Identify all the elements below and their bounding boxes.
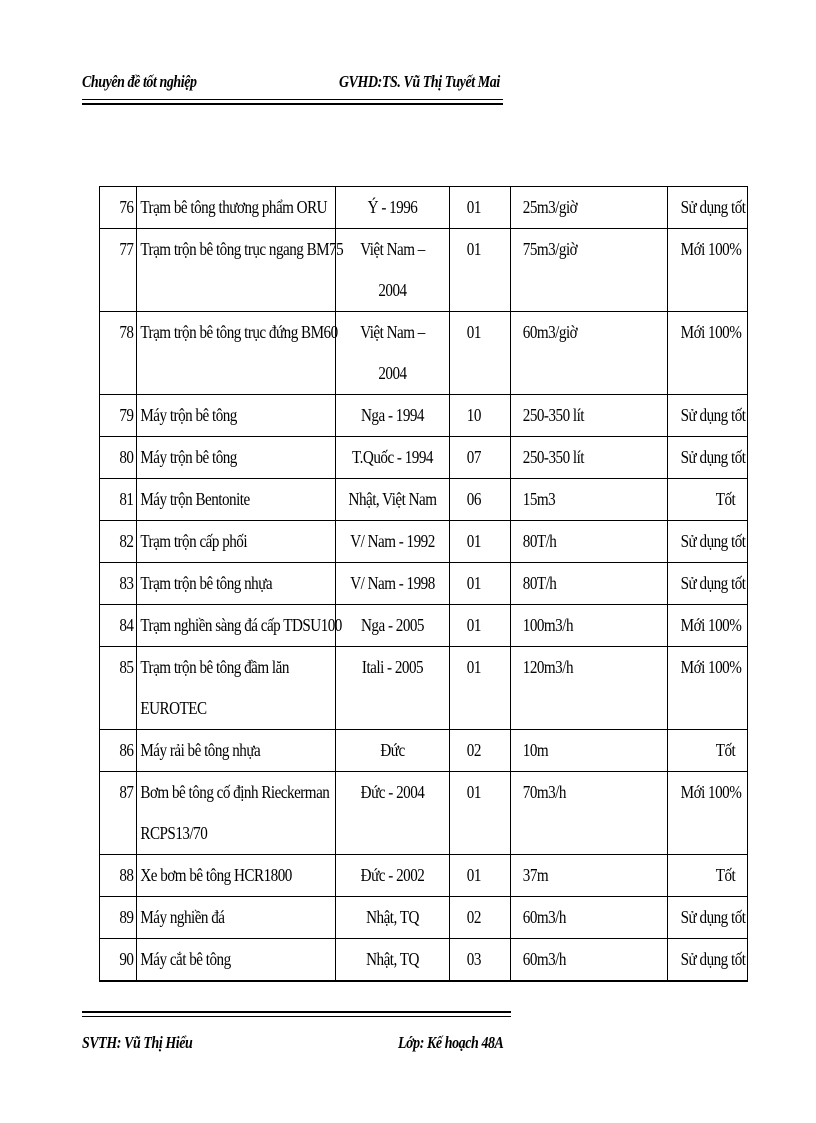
cell-status [668, 229, 748, 312]
cell-quantity-text: 02 [466, 740, 481, 760]
cell-equipment-name-text: Bơm bê tông cố định Rieckerman [140, 782, 330, 802]
cell-equipment-name-text: Xe bơm bê tông HCR1800 [140, 865, 292, 885]
cell-equipment-name-text: Trạm trộn bê tông nhựa [140, 573, 273, 593]
cell-quantity-text: 07 [466, 447, 481, 467]
cell-origin-text: Ý - 1996 [367, 197, 418, 217]
cell-capacity [511, 395, 668, 437]
cell-capacity-text: 250-350 lít [522, 405, 585, 425]
cell-origin-text: Đức - 2004 [360, 782, 425, 802]
cell-capacity [511, 479, 668, 521]
cell-equipment-name-text: Trạm trộn bê tông trục đứng BM60 [140, 322, 338, 342]
cell-quantity-text: 10 [466, 405, 481, 425]
equipment-table-body [100, 187, 748, 982]
cell-capacity-text: 60m3/giờ [522, 322, 578, 342]
cell-status-text: Tốt [715, 489, 736, 509]
cell-equipment-name [137, 730, 336, 772]
cell-status-text: Sử dụng tốt [680, 197, 746, 217]
cell-no-text: 84 [119, 615, 134, 635]
cell-quantity [450, 772, 511, 855]
table-row [100, 897, 748, 939]
cell-quantity [450, 521, 511, 563]
cell-status [668, 855, 748, 897]
cell-equipment-name-text: Trạm bê tông thương phẩm ORU [140, 197, 328, 217]
cell-status [668, 187, 748, 229]
table-row [100, 939, 748, 982]
cell-capacity-text: 80T/h [522, 531, 557, 551]
cell-no-text: 81 [119, 489, 134, 509]
cell-status [668, 437, 748, 479]
cell-quantity [450, 897, 511, 939]
cell-status-text: Sử dụng tốt [680, 949, 746, 969]
cell-equipment-name-text: Máy rải bê tông nhựa [140, 740, 261, 760]
cell-equipment-name [137, 312, 336, 395]
cell-status-text: Tốt [715, 740, 736, 760]
equipment-table [99, 186, 748, 982]
footer-student: SVTH: Vũ Thị Hiểu [82, 1033, 193, 1052]
cell-capacity-text: 100m3/h [522, 615, 574, 635]
cell-quantity-text: 01 [466, 239, 481, 259]
cell-status [668, 647, 748, 730]
cell-origin-text: Việt Nam – [360, 322, 425, 342]
cell-origin-text: 2004 [378, 363, 407, 383]
cell-equipment-name [137, 395, 336, 437]
cell-quantity-text: 01 [466, 322, 481, 342]
cell-no [100, 395, 137, 437]
cell-equipment-name-text: EUROTEC [140, 698, 207, 718]
cell-origin-text: V/ Nam - 1992 [350, 531, 435, 551]
cell-origin [336, 437, 450, 479]
cell-equipment-name-text: Máy cắt bê tông [140, 949, 231, 969]
cell-quantity [450, 437, 511, 479]
cell-capacity-text: 70m3/h [522, 782, 566, 802]
cell-quantity-text: 02 [466, 907, 481, 927]
cell-no [100, 897, 137, 939]
cell-no [100, 605, 137, 647]
cell-no [100, 730, 137, 772]
cell-origin-text: Nga - 2005 [361, 615, 424, 635]
cell-status-text: Mới 100% [680, 239, 742, 259]
cell-capacity-text: 250-350 lít [522, 447, 585, 467]
table-row [100, 730, 748, 772]
cell-status [668, 772, 748, 855]
cell-no-text: 87 [119, 782, 134, 802]
cell-quantity [450, 479, 511, 521]
cell-equipment-name-text: RCPS13/70 [140, 823, 208, 843]
cell-capacity-text: 60m3/h [522, 907, 566, 927]
cell-capacity-text: 15m3 [522, 489, 556, 509]
cell-no [100, 187, 137, 229]
cell-origin [336, 647, 450, 730]
cell-equipment-name [137, 437, 336, 479]
cell-quantity-text: 01 [466, 657, 481, 677]
table-row [100, 395, 748, 437]
cell-equipment-name [137, 939, 336, 982]
table-row [100, 312, 748, 395]
cell-no-text: 89 [119, 907, 134, 927]
table-row [100, 437, 748, 479]
cell-origin [336, 312, 450, 395]
cell-equipment-name-text: Trạm trộn cấp phối [140, 531, 248, 551]
cell-no [100, 521, 137, 563]
cell-origin [336, 730, 450, 772]
cell-quantity [450, 939, 511, 982]
cell-status [668, 730, 748, 772]
cell-origin-text: Đức [380, 740, 405, 760]
cell-no-text: 78 [119, 322, 134, 342]
cell-quantity [450, 187, 511, 229]
cell-no-text: 86 [119, 740, 134, 760]
cell-origin-text: T.Quốc - 1994 [352, 447, 433, 467]
cell-quantity-text: 01 [466, 197, 481, 217]
cell-capacity [511, 647, 668, 730]
table-row [100, 479, 748, 521]
cell-no-text: 80 [119, 447, 134, 467]
cell-capacity-text: 37m [522, 865, 549, 885]
table-row [100, 229, 748, 312]
cell-capacity-text: 120m3/h [522, 657, 574, 677]
cell-no [100, 312, 137, 395]
cell-capacity-text: 10m [522, 740, 549, 760]
cell-capacity [511, 437, 668, 479]
cell-equipment-name-text: Máy nghiền đá [140, 907, 225, 927]
cell-no-text: 79 [119, 405, 134, 425]
cell-status [668, 605, 748, 647]
table-row [100, 521, 748, 563]
cell-origin [336, 605, 450, 647]
cell-capacity [511, 939, 668, 982]
cell-capacity [511, 605, 668, 647]
cell-status [668, 395, 748, 437]
cell-origin-text: Nhật, TQ [366, 907, 419, 927]
cell-origin-text: Nhật, Việt Nam [348, 489, 437, 509]
cell-quantity [450, 730, 511, 772]
cell-no [100, 772, 137, 855]
cell-origin [336, 939, 450, 982]
cell-quantity-text: 01 [466, 865, 481, 885]
cell-capacity [511, 897, 668, 939]
cell-status [668, 312, 748, 395]
cell-equipment-name [137, 479, 336, 521]
cell-quantity [450, 312, 511, 395]
cell-origin-text: Itali - 2005 [361, 657, 424, 677]
cell-quantity [450, 605, 511, 647]
cell-status-text: Sử dụng tốt [680, 447, 746, 467]
cell-origin-text: Đức - 2002 [360, 865, 425, 885]
cell-status-text: Tốt [715, 865, 736, 885]
cell-no-text: 88 [119, 865, 134, 885]
cell-equipment-name [137, 855, 336, 897]
cell-capacity [511, 730, 668, 772]
cell-equipment-name [137, 563, 336, 605]
cell-origin [336, 563, 450, 605]
cell-equipment-name-text: Máy trộn bê tông [140, 405, 237, 425]
cell-status-text: Sử dụng tốt [680, 573, 746, 593]
cell-capacity [511, 521, 668, 563]
cell-quantity [450, 395, 511, 437]
cell-capacity-text: 25m3/giờ [522, 197, 578, 217]
table-row [100, 647, 748, 730]
cell-status [668, 563, 748, 605]
cell-no [100, 939, 137, 982]
cell-equipment-name [137, 772, 336, 855]
cell-capacity-text: 60m3/h [522, 949, 566, 969]
cell-quantity [450, 563, 511, 605]
footer-class: Lớp: Kế hoạch 48A [398, 1033, 504, 1052]
cell-no-text: 76 [119, 197, 134, 217]
table-row [100, 563, 748, 605]
cell-equipment-name [137, 229, 344, 312]
cell-origin-text: Việt Nam – [360, 239, 425, 259]
cell-status-text: Mới 100% [680, 322, 742, 342]
cell-status [668, 897, 748, 939]
cell-capacity-text: 75m3/giờ [522, 239, 578, 259]
cell-equipment-name [137, 647, 336, 730]
header-thesis-title: Chuyên đề tốt nghiệp [82, 72, 197, 91]
footer-rule-thick [82, 1011, 511, 1013]
cell-status [668, 939, 748, 982]
cell-origin [336, 395, 450, 437]
cell-no-text: 85 [119, 657, 134, 677]
cell-origin-text: Nga - 1994 [361, 405, 424, 425]
cell-no-text: 90 [119, 949, 134, 969]
table-row [100, 605, 748, 647]
header-rule-thin [82, 99, 503, 100]
cell-no-text: 83 [119, 573, 134, 593]
cell-status-text: Mới 100% [680, 782, 742, 802]
cell-status-text: Sử dụng tốt [680, 531, 746, 551]
cell-equipment-name-text: Máy trộn Bentonite [140, 489, 250, 509]
cell-no-text: 82 [119, 531, 134, 551]
cell-origin [336, 772, 450, 855]
cell-quantity [450, 647, 511, 730]
cell-quantity-text: 03 [466, 949, 481, 969]
cell-origin [336, 229, 450, 312]
table-row [100, 855, 748, 897]
cell-equipment-name [137, 897, 336, 939]
cell-equipment-name [137, 187, 336, 229]
cell-no [100, 855, 137, 897]
cell-quantity-text: 01 [466, 782, 481, 802]
cell-status-text: Sử dụng tốt [680, 907, 746, 927]
table-row [100, 187, 748, 229]
cell-capacity [511, 229, 668, 312]
cell-status [668, 521, 748, 563]
cell-status-text: Mới 100% [680, 657, 742, 677]
cell-origin-text: Nhật, TQ [366, 949, 419, 969]
cell-quantity-text: 01 [466, 573, 481, 593]
cell-origin-text: V/ Nam - 1998 [350, 573, 435, 593]
cell-capacity [511, 855, 668, 897]
cell-origin [336, 897, 450, 939]
cell-origin [336, 521, 450, 563]
cell-equipment-name-text: Trạm trộn bê tông trục ngang BM75 [140, 239, 344, 259]
cell-no [100, 563, 137, 605]
cell-quantity [450, 855, 511, 897]
cell-quantity-text: 01 [466, 615, 481, 635]
cell-origin-text: 2004 [378, 280, 407, 300]
cell-no-text: 77 [119, 239, 134, 259]
cell-no [100, 479, 137, 521]
footer-rule-thin [82, 1016, 511, 1017]
cell-no [100, 229, 137, 312]
cell-capacity [511, 312, 668, 395]
cell-no [100, 647, 137, 730]
table-row [100, 772, 748, 855]
cell-capacity [511, 187, 668, 229]
cell-capacity [511, 563, 668, 605]
cell-origin [336, 479, 450, 521]
cell-equipment-name [137, 521, 336, 563]
cell-equipment-name-text: Trạm trộn bê tông đầm lăn [140, 657, 289, 677]
cell-quantity-text: 01 [466, 531, 481, 551]
header-rule-thick [82, 103, 503, 105]
cell-equipment-name-text: Trạm nghiền sàng đá cấp TDSU100 [140, 615, 342, 635]
cell-status [668, 479, 748, 521]
cell-origin [336, 855, 450, 897]
cell-capacity [511, 772, 668, 855]
cell-quantity-text: 06 [466, 489, 481, 509]
cell-equipment-name-text: Máy trộn bê tông [140, 447, 237, 467]
cell-quantity [450, 229, 511, 312]
cell-status-text: Sử dụng tốt [680, 405, 746, 425]
cell-status-text: Mới 100% [680, 615, 742, 635]
cell-no [100, 437, 137, 479]
cell-equipment-name [137, 605, 342, 647]
cell-origin [336, 187, 450, 229]
cell-capacity-text: 80T/h [522, 573, 557, 593]
header-advisor: GVHD:TS. Vũ Thị Tuyết Mai [339, 72, 500, 91]
